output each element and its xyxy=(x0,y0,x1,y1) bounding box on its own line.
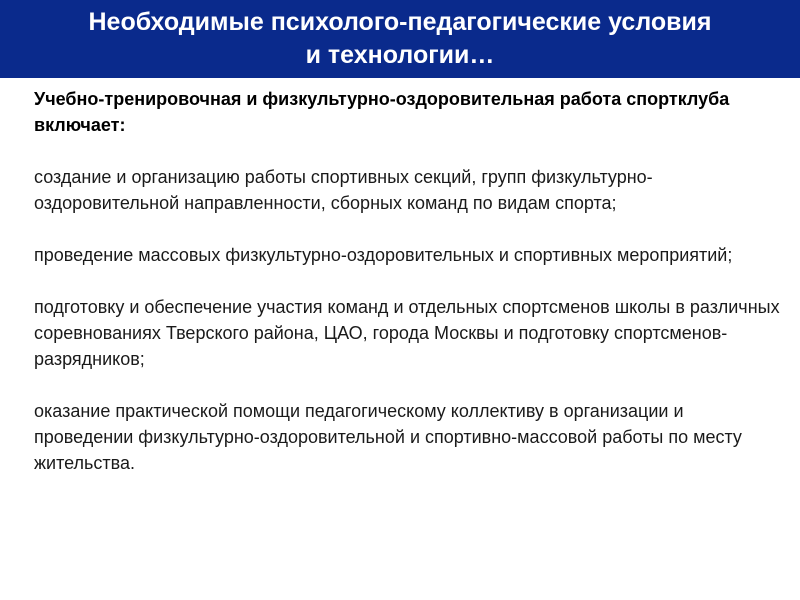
slide-title xyxy=(83,6,718,72)
list-item-sections: создание и организацию работы спортивных секций, групп физкультурно-оздоровительной направленности, сборных команд по видам спорта; xyxy=(34,167,653,213)
title-bar xyxy=(0,0,800,78)
list-item-community-help: оказание практической помощи педагогическому коллективу в организации и проведении физкультурно-оздоровительной и спортивно-массовой работы по месту жительства. xyxy=(34,401,742,473)
intro-paragraph: Учебно-тренировочная и физкультурно-оздоровительная работа спортклуба включает: xyxy=(34,89,730,135)
slide-title-line-2: и технологии… xyxy=(305,41,495,69)
slide-body xyxy=(34,86,784,476)
list-item-competitions: подготовку и обеспечение участия команд и отдельных спортсменов школы в различных соревнованиях Тверского района, ЦАО, города Москвы и подготовку спортсменов-разрядников; xyxy=(34,297,780,369)
list-item-mass-events: проведение массовых физкультурно-оздоровительных и спортивных мероприятий; xyxy=(34,245,733,265)
slide-title-line-1: Необходимые психолого-педагогические условия xyxy=(88,8,712,36)
